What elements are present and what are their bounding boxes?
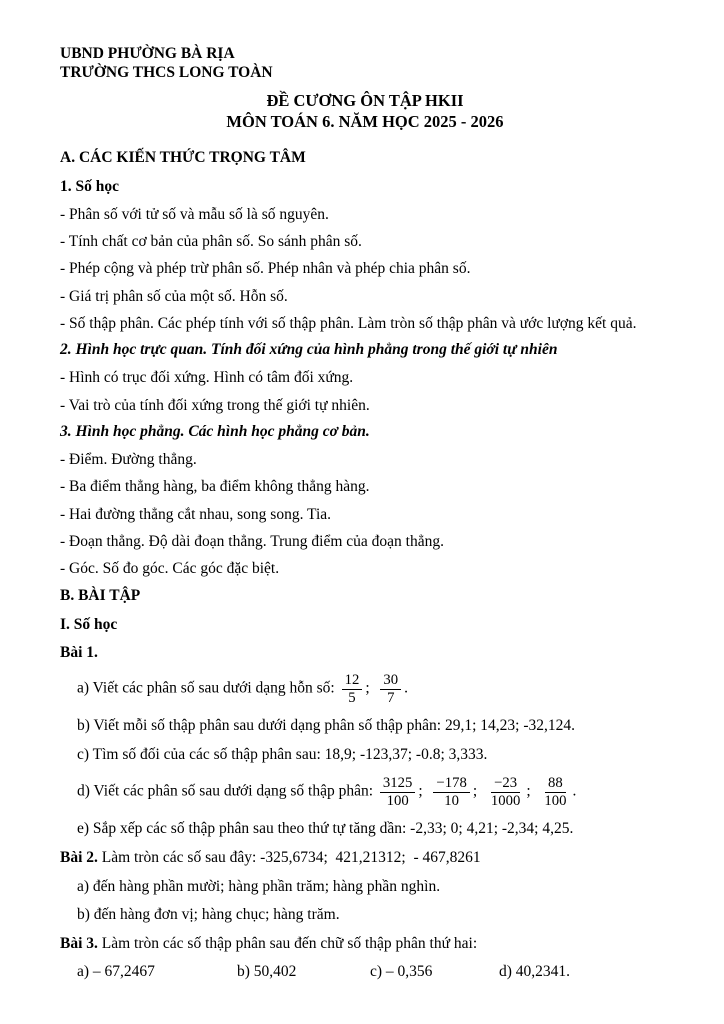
section-b-subheading: I. Số học — [60, 615, 118, 633]
fraction-88-100 — [541, 775, 569, 809]
topic-1-item: - Phân số với tử số và mẫu số là số nguyên. — [60, 205, 329, 223]
topic-3-heading: 3. Hình học phẳng. Các hình học phẳng cơ bản. — [60, 422, 370, 440]
bai1-d-prefix: d) Viết các phân số sau dưới dạng số thập phân: — [77, 782, 377, 800]
topic-1-item: - Số thập phân. Các phép tính với số thập phân. Làm tròn số thập phân và ước lượng kết quả. — [60, 314, 637, 332]
bai2-label-text: Bài 2. — [60, 848, 98, 866]
fraction-30-7 — [380, 672, 401, 706]
topic-1-item: - Tính chất cơ bản của phân số. So sánh phân số. — [60, 232, 362, 250]
fraction-denominator: 7 — [387, 689, 395, 706]
fraction-3125-100 — [380, 775, 415, 809]
bai2-heading — [60, 848, 670, 868]
fraction-numerator: −23 — [491, 775, 520, 792]
bai3-answer-b: b) 50,402 — [237, 963, 297, 981]
bai3-answers-row — [60, 963, 670, 981]
topic-1-item: - Phép cộng và phép trừ phân số. Phép nhân và phép chia phân số. — [60, 260, 471, 278]
fraction-numerator: 3125 — [380, 775, 415, 792]
topic-1-item: - Giá trị phân số của một số. Hỗn số. — [60, 287, 288, 305]
topic-3-item: - Góc. Số đo góc. Các góc đặc biệt. — [60, 560, 280, 578]
bai3-answer-a: a) – 67,2467 — [77, 963, 155, 981]
bai1-item-c: c) Tìm số đối của các số thập phân sau: 18,9; -123,37; -0.8; 3,333. — [77, 746, 488, 764]
fraction-denominator: 100 — [544, 792, 567, 809]
fraction-denominator: 1000 — [490, 792, 521, 809]
bai1-item-b: b) Viết mỗi số thập phân sau dưới dạng phân số thập phân: 29,1; 14,23; -32,124. — [77, 717, 575, 735]
fraction-numerator: 12 — [342, 672, 363, 689]
bai1-a-prefix: a) Viết các phân số sau dưới dạng hỗn số: — [77, 679, 339, 697]
title-line2: MÔN TOÁN 6. NĂM HỌC 2025 - 2026 — [226, 112, 504, 132]
bai1-label-text: Bài 1. — [60, 643, 98, 661]
topic-1-heading: 1. Số học — [60, 177, 119, 195]
topic-3-item: - Ba điểm thẳng hàng, ba điểm không thẳng hàng. — [60, 478, 370, 496]
bai1-d-separator: ; — [418, 782, 431, 800]
topic-2-item: - Hình có trục đối xứng. Hình có tâm đối xứng. — [60, 369, 354, 387]
bai3-text: Làm tròn các số thập phân sau đến chữ số thập phân thứ hai: — [97, 935, 478, 953]
bai1-item-e: e) Sắp xếp các số thập phân sau theo thứ tự tăng dần: -2,33; 0; 4,21; -2,34; 4,25. — [77, 819, 574, 837]
bai1-a-suffix: . — [404, 679, 408, 697]
title-line1: ĐỀ CƯƠNG ÔN TẬP HKII — [266, 90, 464, 110]
document-title — [60, 90, 670, 133]
fraction-neg178-10 — [433, 775, 469, 809]
bai1-item-a — [60, 671, 670, 707]
topic-2-item: - Vai trò của tính đối xứng trong thế giới tự nhiên. — [60, 396, 370, 414]
fraction-denominator: 100 — [386, 792, 409, 809]
fraction-numerator: −178 — [433, 775, 469, 792]
bai1-a-separator: ; — [365, 679, 378, 697]
bai2-item-a: a) đến hàng phần mười; hàng phần trăm; hàng phần nghìn. — [77, 877, 441, 895]
bai1-d-suffix: . — [572, 782, 577, 800]
school-header — [60, 44, 670, 83]
bai1-item-d — [60, 774, 670, 810]
bai3-answer-c: c) – 0,356 — [370, 963, 433, 981]
bai3-heading — [60, 934, 670, 954]
school-header-line2: TRƯỜNG THCS LONG TOÀN — [60, 64, 273, 82]
fraction-denominator: 5 — [348, 689, 356, 706]
fraction-denominator: 10 — [444, 792, 459, 809]
school-header-line1: UBND PHƯỜNG BÀ RỊA — [60, 45, 235, 62]
fraction-12-5 — [342, 672, 363, 706]
fraction-neg23-1000 — [488, 775, 523, 809]
bai2-item-b: b) đến hàng đơn vị; hàng chục; hàng trăm. — [77, 906, 340, 924]
bai1-d-separator: ; — [472, 782, 485, 800]
bai2-text: Làm tròn các số sau đây: -325,6734; 421,21312; - 467,8261 — [97, 848, 481, 866]
fraction-numerator: 30 — [380, 672, 401, 689]
bai1-label — [60, 643, 670, 663]
fraction-numerator: 88 — [545, 775, 566, 792]
bai3-label-text: Bài 3. — [60, 935, 98, 953]
bai3-answer-d: d) 40,2341. — [499, 963, 571, 981]
section-b-heading: B. BÀI TẬP — [60, 586, 141, 604]
topic-3-item: - Điểm. Đường thẳng. — [60, 450, 197, 468]
topic-3-item: - Đoạn thẳng. Độ dài đoạn thẳng. Trung điểm của đoạn thẳng. — [60, 532, 444, 550]
bai1-d-separator: ; — [526, 782, 539, 800]
topic-2-heading: 2. Hình học trực quan. Tính đối xứng của hình phẳng trong thế giới tự nhiên — [60, 341, 558, 359]
section-a-heading: A. CÁC KIẾN THỨC TRỌNG TÂM — [60, 148, 306, 166]
topic-3-item: - Hai đường thẳng cắt nhau, song song. Tia. — [60, 505, 332, 523]
